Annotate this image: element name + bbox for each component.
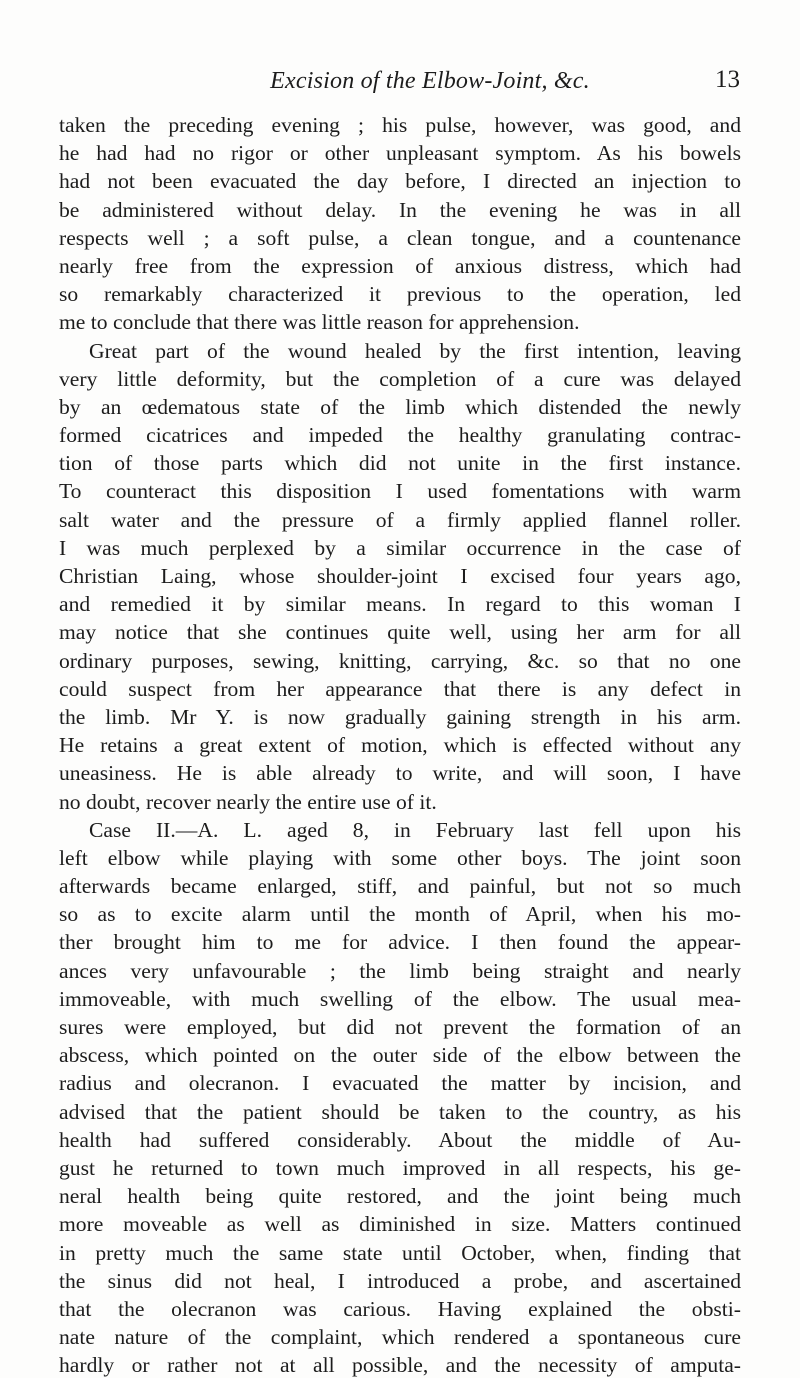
text-line: immoveable, with much swelling of the elbow. The usual mea- xyxy=(59,986,741,1011)
text-line: be administered without delay. In the evening he was in all xyxy=(59,197,741,222)
text-line: so as to excite alarm until the month of April, when his mo- xyxy=(59,902,741,927)
text-line: formed cicatrices and impeded the healthy granulating contrac- xyxy=(59,423,741,448)
text-line: the limb. Mr Y. is now gradually gaining strength in his arm. xyxy=(59,704,741,729)
text-line: gust he returned to town much improved in all respects, his ge- xyxy=(59,1155,741,1180)
running-head xyxy=(120,66,740,106)
body-text xyxy=(59,111,741,1379)
text-line: he had had no rigor or other unpleasant symptom. As his bowels xyxy=(59,141,741,166)
text-line: in pretty much the same state until October, when, finding that xyxy=(59,1240,741,1265)
running-title: Excision of the Elbow-Joint, &c. xyxy=(270,68,590,94)
text-line: radius and olecranon. I evacuated the matter by incision, and xyxy=(59,1071,741,1096)
text-line: uneasiness. He is able already to write, and will soon, I have xyxy=(59,761,741,786)
text-line: Great part of the wound healed by the first intention, leaving xyxy=(89,338,741,363)
text-line: ances very unfavourable ; the limb being straight and nearly xyxy=(59,958,741,983)
text-line: so remarkably characterized it previous to the operation, led xyxy=(59,282,741,307)
text-line: ordinary purposes, sewing, knitting, carrying, &c. so that no one xyxy=(59,648,741,673)
text-line: may notice that she continues quite well, using her arm for all xyxy=(59,620,741,645)
text-line: afterwards became enlarged, stiff, and painful, but not so much xyxy=(59,874,741,899)
text-line: very little deformity, but the completion of a cure was delayed xyxy=(59,366,741,391)
text-line: Christian Laing, whose shoulder-joint I excised four years ago, xyxy=(59,564,741,588)
text-line: neral health being quite restored, and the joint being much xyxy=(59,1184,741,1209)
text-line: I was much perplexed by a similar occurrence in the case of xyxy=(59,535,741,560)
text-line: more moveable as well as diminished in size. Matters continued xyxy=(59,1212,741,1237)
text-line: health had suffered considerably. About the middle of Au- xyxy=(59,1127,741,1152)
text-line: that the olecranon was carious. Having explained the obsti- xyxy=(59,1296,741,1321)
text-line: and remedied it by similar means. In regard to this woman I xyxy=(59,592,741,617)
text-line: left elbow while playing with some other boys. The joint soon xyxy=(59,845,741,870)
text-line: no doubt, recover nearly the entire use of it. xyxy=(59,789,437,814)
text-line: the sinus did not heal, I introduced a probe, and ascertained xyxy=(59,1268,741,1293)
text-line: tion of those parts which did not unite in the first instance. xyxy=(59,451,741,476)
text-line: nate nature of the complaint, which rendered a spontaneous cure xyxy=(59,1325,741,1350)
text-line: hardly or rather not at all possible, and the necessity of amputa- xyxy=(59,1353,741,1378)
text-line: To counteract this disposition I used fomentations with warm xyxy=(59,479,741,504)
text-line: respects well ; a soft pulse, a clean tongue, and a countenance xyxy=(59,225,741,250)
text-line: taken the preceding evening ; his pulse, however, was good, and xyxy=(59,113,741,137)
text-line: by an œdematous state of the limb which distended the newly xyxy=(59,394,741,419)
text-line: me to conclude that there was little reason for apprehension. xyxy=(59,310,580,335)
text-line: ther brought him to me for advice. I then found the appear- xyxy=(59,930,741,955)
page-number: 13 xyxy=(715,66,740,93)
text-line: had not been evacuated the day before, I directed an injection to xyxy=(59,169,741,194)
text-line: Case II.—A. L. aged 8, in February last fell upon his xyxy=(89,817,741,842)
text-line: nearly free from the expression of anxious distress, which had xyxy=(59,253,741,278)
text-line: abscess, which pointed on the outer side of the elbow between the xyxy=(59,1043,741,1068)
text-line: advised that the patient should be taken to the country, as his xyxy=(59,1099,741,1124)
text-line: could suspect from her appearance that there is any defect in xyxy=(59,676,741,701)
text-line: sures were employed, but did not prevent the formation of an xyxy=(59,1015,741,1039)
text-line: He retains a great extent of motion, which is effected without any xyxy=(59,733,741,758)
text-line: salt water and the pressure of a firmly applied flannel roller. xyxy=(59,507,741,532)
